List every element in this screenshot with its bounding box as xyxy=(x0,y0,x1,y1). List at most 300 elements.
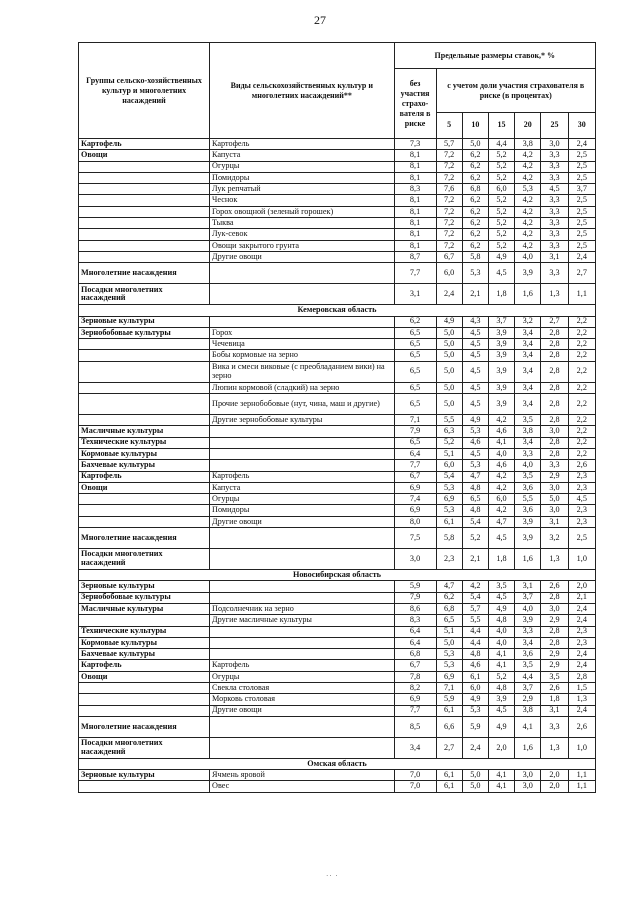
rate-value-cell: 3,9 xyxy=(515,516,541,527)
crop-kind-cell: Прочие зернобобовые (нут, чина, маш и другие) xyxy=(210,394,395,415)
rate-value-cell: 5,7 xyxy=(462,603,488,614)
rate-value-cell: 4,5 xyxy=(462,394,488,415)
rate-value-cell: 3,4 xyxy=(394,737,436,758)
rate-value-cell: 5,9 xyxy=(462,716,488,737)
rate-value-cell: 4,0 xyxy=(488,637,514,648)
rate-value-cell: 2,5 xyxy=(568,172,595,183)
rate-value-cell: 4,0 xyxy=(515,603,541,614)
rate-value-cell: 2,5 xyxy=(568,150,595,161)
crop-group-cell xyxy=(79,218,210,229)
rate-value-cell: 7,2 xyxy=(436,206,462,217)
rate-value-cell: 1,1 xyxy=(568,284,595,305)
header-groups: Группы сельско-хозяйственных культур и многолетних насаждений xyxy=(79,43,210,139)
table-row xyxy=(79,448,596,459)
rate-value-cell: 4,1 xyxy=(515,716,541,737)
crop-group-cell xyxy=(79,781,210,792)
rate-value-cell: 6,2 xyxy=(436,592,462,603)
rate-value-cell: 5,1 xyxy=(436,626,462,637)
rate-value-cell: 2,0 xyxy=(568,581,595,592)
rate-value-cell: 8,1 xyxy=(394,218,436,229)
rate-value-cell: 3,0 xyxy=(394,549,436,570)
rate-value-cell: 4,0 xyxy=(515,460,541,471)
table-row xyxy=(79,603,596,614)
table-row xyxy=(79,705,596,716)
rate-value-cell: 2,9 xyxy=(541,471,568,482)
rate-value-cell: 5,9 xyxy=(394,581,436,592)
crop-group-cell: Посадки многолетних насаждений xyxy=(79,737,210,758)
rate-value-cell: 2,5 xyxy=(568,206,595,217)
table-row xyxy=(79,716,596,737)
rate-value-cell: 3,9 xyxy=(515,615,541,626)
rate-value-cell: 5,5 xyxy=(436,415,462,426)
rate-value-cell: 7,2 xyxy=(436,161,462,172)
rate-value-cell: 6,0 xyxy=(436,263,462,284)
rate-value-cell: 7,0 xyxy=(394,770,436,781)
table-row xyxy=(79,682,596,693)
rate-value-cell: 1,0 xyxy=(568,549,595,570)
rate-value-cell: 2,2 xyxy=(568,316,595,327)
rate-value-cell: 3,5 xyxy=(515,471,541,482)
rate-value-cell: 5,2 xyxy=(462,528,488,549)
rate-value-cell: 2,3 xyxy=(568,626,595,637)
header-pct: 15 xyxy=(488,113,514,139)
rate-value-cell: 7,7 xyxy=(394,263,436,284)
rate-value-cell: 8,3 xyxy=(394,184,436,195)
table-row xyxy=(79,394,596,415)
rate-value-cell: 5,2 xyxy=(488,218,514,229)
rate-value-cell: 6,2 xyxy=(462,206,488,217)
table-row xyxy=(79,781,596,792)
rate-value-cell: 6,9 xyxy=(394,505,436,516)
rate-value-cell: 5,4 xyxy=(436,471,462,482)
crop-group-cell xyxy=(79,705,210,716)
rate-value-cell: 4,2 xyxy=(488,415,514,426)
rate-value-cell: 2,8 xyxy=(568,671,595,682)
table-row xyxy=(79,240,596,251)
rate-value-cell: 4,2 xyxy=(515,150,541,161)
rate-value-cell: 2,8 xyxy=(541,394,568,415)
rate-value-cell: 5,3 xyxy=(436,482,462,493)
rate-value-cell: 2,2 xyxy=(568,448,595,459)
rate-value-cell: 3,0 xyxy=(541,139,568,150)
rate-value-cell: 1,6 xyxy=(515,737,541,758)
rate-value-cell: 2,0 xyxy=(541,770,568,781)
rate-value-cell: 4,5 xyxy=(568,494,595,505)
rate-value-cell: 7,8 xyxy=(394,671,436,682)
rate-value-cell: 3,9 xyxy=(488,394,514,415)
rate-value-cell: 6,4 xyxy=(394,637,436,648)
rate-value-cell: 6,0 xyxy=(436,460,462,471)
crop-kind-cell: Картофель xyxy=(210,660,395,671)
crop-kind-cell: Ячмень яровой xyxy=(210,770,395,781)
rate-value-cell: 4,1 xyxy=(488,781,514,792)
rate-value-cell: 3,8 xyxy=(515,426,541,437)
rate-value-cell: 2,2 xyxy=(568,415,595,426)
rate-value-cell: 8,7 xyxy=(394,251,436,262)
rate-value-cell: 8,0 xyxy=(394,516,436,527)
rate-value-cell: 4,2 xyxy=(515,240,541,251)
header-pct: 25 xyxy=(541,113,568,139)
rate-value-cell: 7,9 xyxy=(394,426,436,437)
table-row xyxy=(79,139,596,150)
rate-value-cell: 4,6 xyxy=(462,660,488,671)
table-row xyxy=(79,671,596,682)
rate-value-cell: 5,0 xyxy=(436,361,462,382)
crop-kind-cell xyxy=(210,581,395,592)
table-row xyxy=(79,415,596,426)
crop-kind-cell: Другие овощи xyxy=(210,516,395,527)
rate-value-cell: 5,2 xyxy=(488,229,514,240)
region-title: Новосибирская область xyxy=(79,570,596,581)
crop-kind-cell: Вика и смеси виковые (с преобладанием вики) на зерно xyxy=(210,361,395,382)
crop-kind-cell: Огурцы xyxy=(210,161,395,172)
rate-value-cell: 3,7 xyxy=(488,316,514,327)
rate-value-cell: 2,3 xyxy=(568,505,595,516)
crop-kind-cell xyxy=(210,592,395,603)
rate-value-cell: 3,6 xyxy=(515,482,541,493)
rate-value-cell: 6,9 xyxy=(436,671,462,682)
crop-kind-cell xyxy=(210,284,395,305)
table-row xyxy=(79,737,596,758)
crop-group-cell: Бахчевые культуры xyxy=(79,460,210,471)
rate-value-cell: 6,3 xyxy=(436,426,462,437)
rate-value-cell: 3,3 xyxy=(541,206,568,217)
rate-value-cell: 8,1 xyxy=(394,172,436,183)
rate-value-cell: 3,5 xyxy=(515,660,541,671)
crop-group-cell xyxy=(79,240,210,251)
rate-value-cell: 5,3 xyxy=(436,660,462,671)
header-pct: 30 xyxy=(568,113,595,139)
rate-value-cell: 4,0 xyxy=(515,251,541,262)
rate-value-cell: 8,2 xyxy=(394,682,436,693)
rate-value-cell: 3,4 xyxy=(515,327,541,338)
rate-value-cell: 1,8 xyxy=(541,694,568,705)
crop-group-cell: Картофель xyxy=(79,660,210,671)
rate-value-cell: 2,7 xyxy=(436,737,462,758)
rate-value-cell: 3,7 xyxy=(515,592,541,603)
rate-value-cell: 4,8 xyxy=(488,615,514,626)
crop-group-cell: Овощи xyxy=(79,482,210,493)
crop-kind-cell: Овощи закрытого грунта xyxy=(210,240,395,251)
crop-kind-cell: Помидоры xyxy=(210,505,395,516)
rate-value-cell: 3,9 xyxy=(515,528,541,549)
rate-value-cell: 7,1 xyxy=(394,415,436,426)
crop-kind-cell: Картофель xyxy=(210,139,395,150)
rate-value-cell: 2,9 xyxy=(515,694,541,705)
crop-group-cell xyxy=(79,494,210,505)
rate-value-cell: 4,4 xyxy=(515,671,541,682)
rate-value-cell: 7,2 xyxy=(436,150,462,161)
rate-value-cell: 3,0 xyxy=(541,426,568,437)
crop-group-cell xyxy=(79,339,210,350)
crop-kind-cell: Лук репчатый xyxy=(210,184,395,195)
rate-value-cell: 3,4 xyxy=(515,382,541,393)
rate-value-cell: 7,0 xyxy=(394,781,436,792)
rate-value-cell: 4,9 xyxy=(488,603,514,614)
header-without-participation: без участия страхо-вателя в риске xyxy=(394,69,436,139)
table-row xyxy=(79,218,596,229)
rate-value-cell: 3,1 xyxy=(541,516,568,527)
crop-kind-cell: Бобы кормовые на зерно xyxy=(210,350,395,361)
rate-value-cell: 2,8 xyxy=(541,350,568,361)
crop-kind-cell: Горох овощной (зеленый горошек) xyxy=(210,206,395,217)
rate-value-cell: 5,0 xyxy=(436,382,462,393)
rate-value-cell: 5,3 xyxy=(462,460,488,471)
rate-value-cell: 4,5 xyxy=(462,327,488,338)
rate-value-cell: 2,8 xyxy=(541,448,568,459)
crop-group-cell: Масличные культуры xyxy=(79,426,210,437)
rate-value-cell: 3,3 xyxy=(541,716,568,737)
rate-value-cell: 4,4 xyxy=(462,637,488,648)
rate-value-cell: 7,1 xyxy=(436,682,462,693)
rate-value-cell: 2,8 xyxy=(541,437,568,448)
rate-value-cell: 5,2 xyxy=(488,671,514,682)
crop-group-cell xyxy=(79,505,210,516)
rate-value-cell: 3,2 xyxy=(515,316,541,327)
crop-kind-cell xyxy=(210,528,395,549)
rate-value-cell: 6,5 xyxy=(394,361,436,382)
rate-value-cell: 4,2 xyxy=(488,471,514,482)
rate-value-cell: 5,2 xyxy=(488,240,514,251)
rate-value-cell: 3,4 xyxy=(515,350,541,361)
rate-value-cell: 2,1 xyxy=(568,592,595,603)
crop-group-cell: Технические культуры xyxy=(79,626,210,637)
rate-value-cell: 2,2 xyxy=(568,327,595,338)
rate-value-cell: 4,7 xyxy=(462,471,488,482)
rate-value-cell: 6,2 xyxy=(462,229,488,240)
rate-value-cell: 3,3 xyxy=(515,448,541,459)
rate-value-cell: 2,5 xyxy=(568,218,595,229)
rate-value-cell: 6,7 xyxy=(436,251,462,262)
table-row xyxy=(79,649,596,660)
crop-group-cell xyxy=(79,361,210,382)
insurance-rates-table xyxy=(78,42,596,793)
crop-kind-cell: Чеснок xyxy=(210,195,395,206)
rate-value-cell: 7,2 xyxy=(436,240,462,251)
rate-value-cell: 3,6 xyxy=(515,505,541,516)
crop-kind-cell: Овес xyxy=(210,781,395,792)
page-number: 27 xyxy=(314,13,326,27)
rate-value-cell: 6,0 xyxy=(488,184,514,195)
rate-value-cell: 2,4 xyxy=(436,284,462,305)
crop-group-cell: Посадки многолетних насаждений xyxy=(79,284,210,305)
crop-kind-cell: Огурцы xyxy=(210,494,395,505)
rate-value-cell: 3,8 xyxy=(515,139,541,150)
rate-value-cell: 3,5 xyxy=(541,671,568,682)
crop-group-cell: Картофель xyxy=(79,139,210,150)
rate-value-cell: 2,6 xyxy=(541,682,568,693)
table-row xyxy=(79,482,596,493)
rate-value-cell: 4,2 xyxy=(488,482,514,493)
table-row xyxy=(79,626,596,637)
crop-kind-cell: Чечевица xyxy=(210,339,395,350)
rate-value-cell: 2,5 xyxy=(568,528,595,549)
table-row xyxy=(79,426,596,437)
region-row xyxy=(79,570,596,581)
crop-group-cell xyxy=(79,682,210,693)
rate-value-cell: 4,9 xyxy=(488,716,514,737)
rate-value-cell: 3,9 xyxy=(488,382,514,393)
table-row xyxy=(79,172,596,183)
rate-value-cell: 8,1 xyxy=(394,161,436,172)
rate-value-cell: 4,2 xyxy=(515,218,541,229)
rate-value-cell: 6,8 xyxy=(462,184,488,195)
rate-value-cell: 3,1 xyxy=(515,581,541,592)
crop-group-cell xyxy=(79,251,210,262)
crop-group-cell: Масличные культуры xyxy=(79,603,210,614)
rate-value-cell: 1,8 xyxy=(488,284,514,305)
crop-kind-cell xyxy=(210,549,395,570)
rate-value-cell: 4,2 xyxy=(488,505,514,516)
table-row xyxy=(79,581,596,592)
rate-value-cell: 4,1 xyxy=(488,770,514,781)
rate-value-cell: 5,0 xyxy=(436,350,462,361)
rate-value-cell: 4,9 xyxy=(462,694,488,705)
rate-value-cell: 3,3 xyxy=(541,240,568,251)
rate-value-cell: 1,8 xyxy=(488,549,514,570)
rate-value-cell: 4,1 xyxy=(488,437,514,448)
header-pct: 5 xyxy=(436,113,462,139)
rate-value-cell: 6,6 xyxy=(436,716,462,737)
rate-value-cell: 8,6 xyxy=(394,603,436,614)
rate-value-cell: 1,6 xyxy=(515,284,541,305)
rate-value-cell: 2,8 xyxy=(541,592,568,603)
rate-value-cell: 8,1 xyxy=(394,195,436,206)
rate-value-cell: 4,6 xyxy=(462,437,488,448)
table-row xyxy=(79,592,596,603)
rate-value-cell: 5,8 xyxy=(462,251,488,262)
rate-value-cell: 6,8 xyxy=(394,649,436,660)
rate-value-cell: 2,3 xyxy=(568,637,595,648)
rate-value-cell: 4,3 xyxy=(462,316,488,327)
rate-value-cell: 5,9 xyxy=(436,694,462,705)
rate-value-cell: 2,2 xyxy=(568,350,595,361)
table-row xyxy=(79,460,596,471)
header-kinds: Виды сельскохозяйственных культур и многолетних насаждений** xyxy=(210,43,395,139)
table-row xyxy=(79,505,596,516)
rate-value-cell: 3,5 xyxy=(488,581,514,592)
rate-value-cell: 2,8 xyxy=(541,361,568,382)
rate-value-cell: 5,0 xyxy=(462,781,488,792)
rate-value-cell: 7,2 xyxy=(436,218,462,229)
rate-value-cell: 2,2 xyxy=(568,382,595,393)
rate-value-cell: 5,3 xyxy=(436,505,462,516)
rate-value-cell: 2,4 xyxy=(462,737,488,758)
crop-kind-cell: Капуста xyxy=(210,150,395,161)
rate-value-cell: 3,4 xyxy=(515,437,541,448)
rate-value-cell: 6,1 xyxy=(462,671,488,682)
rate-value-cell: 3,9 xyxy=(488,327,514,338)
rate-value-cell: 4,5 xyxy=(462,350,488,361)
table-row xyxy=(79,184,596,195)
crop-group-cell xyxy=(79,516,210,527)
table-row xyxy=(79,694,596,705)
crop-kind-cell: Огурцы xyxy=(210,671,395,682)
rate-value-cell: 3,3 xyxy=(541,229,568,240)
rate-value-cell: 1,3 xyxy=(541,737,568,758)
table-row xyxy=(79,339,596,350)
crop-kind-cell xyxy=(210,437,395,448)
rate-value-cell: 7,3 xyxy=(394,139,436,150)
rate-value-cell: 7,7 xyxy=(394,460,436,471)
rate-value-cell: 2,3 xyxy=(568,471,595,482)
region-row xyxy=(79,758,596,769)
rate-value-cell: 5,0 xyxy=(541,494,568,505)
table-row xyxy=(79,437,596,448)
rate-value-cell: 6,1 xyxy=(436,516,462,527)
table-row xyxy=(79,284,596,305)
rate-value-cell: 3,3 xyxy=(541,460,568,471)
rate-value-cell: 2,7 xyxy=(568,263,595,284)
rate-value-cell: 2,4 xyxy=(568,649,595,660)
table-row xyxy=(79,316,596,327)
rate-value-cell: 4,9 xyxy=(488,251,514,262)
rate-value-cell: 5,0 xyxy=(436,637,462,648)
rate-value-cell: 3,3 xyxy=(541,161,568,172)
crop-kind-cell xyxy=(210,737,395,758)
rate-value-cell: 5,2 xyxy=(488,161,514,172)
rate-value-cell: 5,1 xyxy=(436,448,462,459)
rate-value-cell: 2,6 xyxy=(568,716,595,737)
rate-value-cell: 3,5 xyxy=(515,415,541,426)
rate-value-cell: 6,2 xyxy=(462,150,488,161)
table-row xyxy=(79,494,596,505)
rate-value-cell: 5,2 xyxy=(436,437,462,448)
rate-value-cell: 7,5 xyxy=(394,528,436,549)
rate-value-cell: 2,6 xyxy=(568,460,595,471)
rate-value-cell: 6,5 xyxy=(394,394,436,415)
rate-value-cell: 5,0 xyxy=(436,394,462,415)
region-title: Кемеровская область xyxy=(79,305,596,316)
crop-kind-cell xyxy=(210,448,395,459)
rate-value-cell: 4,5 xyxy=(541,184,568,195)
rate-value-cell: 3,3 xyxy=(541,172,568,183)
crop-group-cell: Многолетние насаждения xyxy=(79,716,210,737)
rate-value-cell: 6,0 xyxy=(488,494,514,505)
rate-value-cell: 3,4 xyxy=(515,339,541,350)
crop-group-cell xyxy=(79,184,210,195)
rate-value-cell: 4,8 xyxy=(488,682,514,693)
rate-value-cell: 7,4 xyxy=(394,494,436,505)
rate-value-cell: 3,0 xyxy=(541,505,568,516)
rate-value-cell: 3,9 xyxy=(488,694,514,705)
crop-group-cell xyxy=(79,161,210,172)
scan-footer-mark: ·· · xyxy=(326,872,339,880)
rate-value-cell: 4,5 xyxy=(488,592,514,603)
rate-value-cell: 6,2 xyxy=(462,172,488,183)
rate-value-cell: 2,8 xyxy=(541,637,568,648)
table-row xyxy=(79,161,596,172)
rate-value-cell: 2,6 xyxy=(541,581,568,592)
rate-value-cell: 3,0 xyxy=(515,770,541,781)
rate-value-cell: 5,3 xyxy=(515,184,541,195)
crop-kind-cell: Другие овощи xyxy=(210,251,395,262)
crop-kind-cell xyxy=(210,626,395,637)
rate-value-cell: 5,2 xyxy=(488,206,514,217)
rate-value-cell: 4,7 xyxy=(436,581,462,592)
rate-value-cell: 4,2 xyxy=(515,206,541,217)
rate-value-cell: 5,0 xyxy=(436,327,462,338)
rate-value-cell: 6,9 xyxy=(436,494,462,505)
table-row xyxy=(79,615,596,626)
rate-value-cell: 4,5 xyxy=(462,382,488,393)
rate-value-cell: 7,7 xyxy=(394,705,436,716)
region-title: Омская область xyxy=(79,758,596,769)
crop-kind-cell: Люпин кормовой (сладкий) на зерно xyxy=(210,382,395,393)
rate-value-cell: 2,3 xyxy=(568,516,595,527)
rate-value-cell: 6,9 xyxy=(394,694,436,705)
rate-value-cell: 5,8 xyxy=(436,528,462,549)
